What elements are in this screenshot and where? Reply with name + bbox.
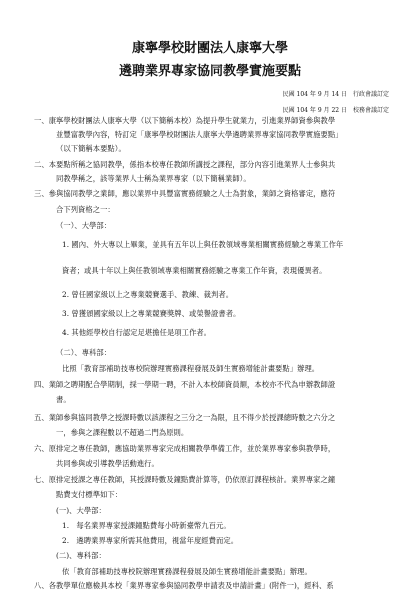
article-7-section-2-body: 依「教育部補助技專校院辦理實務課程發展及師生實務增能計畫要點」辦理。 [62, 567, 312, 576]
article-7-line-2: 點費支付標準如下： [56, 490, 123, 499]
article-3-item-3: 3. 曾獲頒國家級以上之專業競賽獎牌、或榮譽證書者。 [62, 309, 241, 318]
article-7-section-1-heading: (一)、大學部： [56, 506, 106, 515]
article-3-section-1-heading: （一）、大學部： [56, 221, 112, 230]
article-7-item-1: 1. 每名業界專家授課鐘點費每小時新臺幣九百元。 [62, 521, 231, 530]
article-6-line-1: 六、原排定之專任教師，應協助業界專家完成相關教學準備工作，並於業界專家參與教學時， [34, 444, 336, 453]
article-1-line-2: 並豐富教學內容，特訂定「康寧學校財團法人康寧大學遴聘業界專家協同教學實施要點」 [56, 130, 343, 139]
article-2-line-1: 二、本要點所稱之協同教學，係指本校專任教師所講授之課程，部分內容引進業界人士參與共 [34, 160, 336, 169]
article-3-section-2-body: 比照「教育部補助技專校院辦理實務課程發展及師生實務增能計畫要點」辦理。 [62, 364, 320, 373]
article-1-line-1: 一、康寧學校財團法人康寧大學（以下簡稱本校）為提升學生就業力，引進業界師資參與教學 [34, 116, 336, 125]
institution-title: 康寧學校財團法人康寧大學 [131, 41, 288, 56]
article-3-section-2-heading: （二）、專科部： [56, 348, 112, 357]
article-8-line-1: 八、各教學單位應檢具本校「業界專家參與協同教學申請表及申請計畫」(附件一)，經科、系 [34, 581, 334, 590]
document-title: 遴聘業界專家協同教學實施要點 [118, 64, 301, 79]
article-3-item-2: 2. 曾任國家級以上之專業競賽選手、教練、裁判者。 [62, 290, 234, 299]
article-3-item-4: 4. 其他經學校自行認定足堪擔任是項工作者。 [62, 328, 212, 337]
article-4-line-2: 書。 [56, 395, 71, 404]
article-7-section-2-heading: (二)、專科部： [56, 551, 106, 560]
article-6-line-2: 共同參與或引導教學活動進行。 [56, 459, 159, 468]
article-7-item-2: 2. 遴聘業界專家所需其他費用，視當年度經費而定。 [62, 536, 239, 545]
revision-note-council: 民國 104 年 9 月 22 日 校務會議訂定 [282, 107, 389, 114]
article-2-line-2: 同教學稱之，該等業界人士稱為業界專家（以下簡稱業師）。 [56, 174, 251, 183]
article-3-item-1-line-1: 1. 國內、外大專以上畢業，並具有五年以上與任教領域專業相關實務經驗之專業工作年 [62, 240, 344, 249]
article-7-line-1: 七、原排定授課之專任教師，其授課時數及鐘點費計算等，仍依原訂課程核計。業界專家之鐘 [34, 475, 336, 484]
article-4-line-1: 四、業師之聘期配合學期制，採一學期一聘，不計入本校師資員額，本校亦不代為申辦教師證 [34, 380, 336, 389]
article-5-line-2: 一，參與之課程數以不超過二門為原則。 [56, 428, 189, 437]
article-3-line-2: 合下列資格之一： [56, 205, 115, 214]
article-1-line-3: （以下簡稱本要點）。 [56, 144, 126, 153]
article-3-item-1-line-2: 資者；或具十年以上與任教領域專業相關實務經驗之專業工作年資，表現優異者。 [62, 266, 327, 275]
article-5-line-1: 五、業師參與協同教學之授課時數以該課程之三分之一為限，且不得少於授課總時數之六分之 [34, 413, 336, 422]
article-3-line-1: 三、參與協同教學之業師，應以業界中具豐富實務經驗之人士為對象，業師之資格審定，應符 [34, 189, 336, 198]
revision-note-administrative: 民國 104 年 9 月 14 日 行政會議訂定 [282, 91, 389, 98]
